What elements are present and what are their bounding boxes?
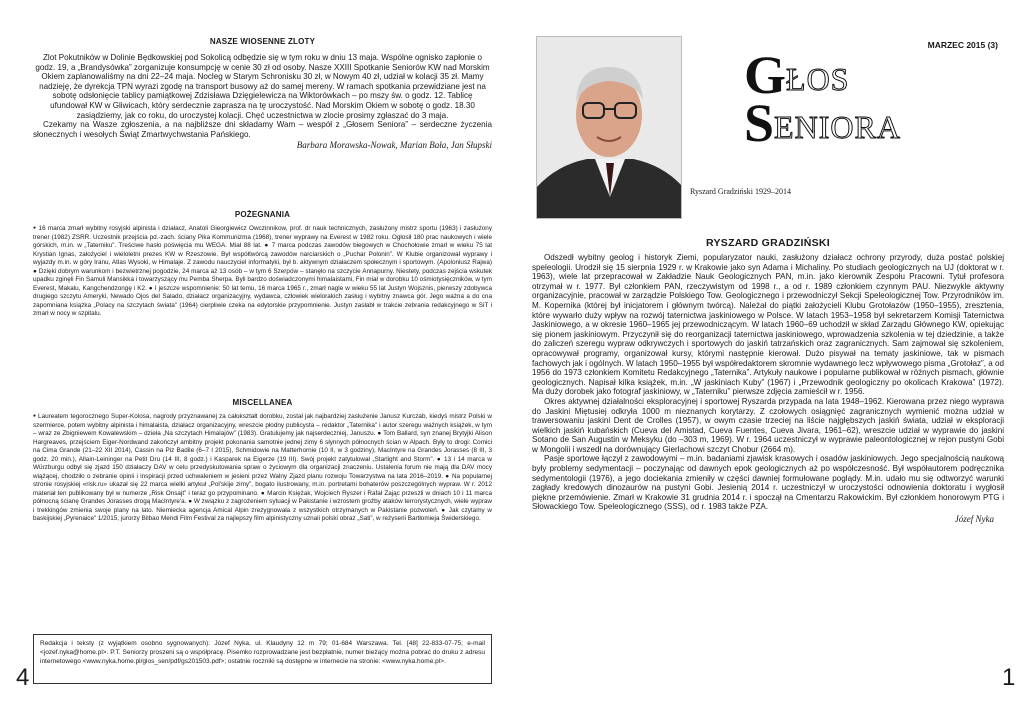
page-number-left: 4 bbox=[16, 664, 30, 691]
editorial-footer-box bbox=[33, 634, 492, 684]
logo-letter-s: S bbox=[744, 93, 775, 153]
article-paragraph-1: Odszedł wybitny geolog i historyk Ziemi, popularyzator nauki, zasłużony działacz ochrony przyrody, duża postać polskiej speleologii. Urodził się 15 sierpnia 1929 r. w Krakowie jako syn Adama i Michaliny. Po studiach geologicznych na UJ (doktorat w r. 1963), wiele lat przepracował w Zakładzie Nauk Geologicznych PAN, m.in. jako kierownik Zespołu Pracowni. Tytuł profesora otrzymał w r. 1977. Był członkiem PAN, rzeczywistym od 1998 r., a od r. 1989 członkiem czynnym PAU. Niezwykle aktywny organizacyjnie, pracował w zarządzie Polskiego Tow. Geologicznego i przewodniczył Sekcji Speleologicznej Tow. Przyrodników im. M. Kopernika (której był inicjatorem i głównym twórcą). Należał do piątki założycieli Klubu Grotołazów (1950–1955), zresztenia, które wywarło duży wpływ na rozwój taternictwa jaskiniowego w Polsce. W latach 1953–1958 był sekretarzem Komisji Taternictwa Jaskiniowego, a w okresie 1960–1965 jej przewodniczącym. W latach 1960–69 uchodził w skład Zarządu Głównego KW, opiekując się pionem jaskiniowym. Przyczynił się do reorganizacji taternictwa jaskiniowego, wprowadzenia szkolenia w tej dziedzinie, a także do zaliczeń szeregu wypraw odkrywczych i sportowych do jaskiń tatrzańskich oraz zagranicznych. Sam zajmował się szkoleniem, opracowywał programy, organizował kursy, którymi następnie kierował. Dużo pisywał na tematy jaskiniowe, tak w pismach fachowych jak i ogólnych. W latach 1950–1955 był współredaktorem skromnie wydawnego lecz wpływowego pisma „Grotołaz”, a od 1956 do 1973 członkiem Komitetu Redakcyjnego „Taternika”. Artykuły naukowe i popularne publikował w różnych pismach, głównie geologicznych. Napisał kilka książek, m.in. „W jaskiniach Kuby” (1967) i „Przewodnik geologiczny po okolicach Krakowa” (1972). Ma duży dorobek jako fotograf jaskiniowy, w „Taterniku” pierwsze zdjęcia zamieścił w r. 1956. bbox=[532, 253, 1004, 397]
farewells-text: ● 16 marca zmarł wybitny rosyjski alpinista i działacz, Anatoli Gieorgiewicz Owczinnikow, prof. dr nauk technicznych, zasłużony mistrz sportu (1963) i zasłużony trener (1982) ZSRR. Uczestnik przejścia pd.-zach. ściany Pika Kommunizma (1968), trener wyprawy na Everest w 1982 roku. Ogłosił 180 prac naukowych i wiele górskich, m.in. w „Taterniku”. Treściwe hasło poświęcia mu WEGA. Miał 88 lat. ● 7 marca podczas zawodów biegowych w Chochołowie zmarł w wieku 75 lat Krystian Ignas, założyciel i wieloletni prezes KW w Rzeszowie. Był współtwórcą zawodów narciarskich o „Puchar Polonin”. W Klubie organizował wyprawy i wyjazdy m.in. w góry Iranu, Atlas Wysoki, w Himalaje. Z zawodu nauczyciel informatyki, był b. aktywnym działaczem społecznym i sportowym. (Apoloniusz Rajwa) ● Dzięki dobrym warunkom i bezwietrznej pogodzie, 24 marca aż 13 osób – w tym 6 Szerpów – stanęło na szczycie Annapurny. Niestety, podczas zejścia wskutek upadku zginęli Fin Samuli Mansikka i towarzyszący mu Pemba Sherpa. Byli bardzo doświadczonymi himalaistami, Fin miał w dorobku 10 ośmiotysięczników, w tym Everest, Makalu, Kangchendzongę i K2. ● I jeszcze wspomnienie: 50 lat temu, 16 marca 1965 r., zmarł nagle w wieku 55 lat Justyn Wojsznis, pierwszy zdobywca drugiego szczytu Ameryki, Newado Ojos del Salado, działacz organizacyjny, wydawca, człowiek wielorakich zasług i wybitny znawca gór. Jego ważna a do cna zapomniana książka „Polacy na szczytach świata” (1964) cierpliwie czeka na edytorskie przypomnienie. Justyn zasłabł w trakcie zebrania redakcyjnego w SiT i zmarł w nocy w szpitalu. bbox=[33, 224, 492, 319]
logo-line-seniora bbox=[744, 93, 1004, 153]
page-number-right: 1 bbox=[1002, 664, 1016, 691]
meetings-paragraph-2: Czekamy na Wasze zgłoszenia, a na najbliższe dni składamy Wam – wespół z „Głosem Seniora” – serdeczne życzenia słonecznych i wesołych Świąt Zmartwychwstania Pańskiego. bbox=[33, 120, 492, 139]
meetings-section bbox=[33, 37, 492, 150]
article-paragraph-2: Okres aktywnej działalności eksploracyjnej i sportowej Ryszarda przypada na lata 1948–1962. Kierowana przez niego wyprawa do Jaskini Miętusiej odkryła 1000 m nieznanych korytarzy. Z czołowych osiągnięć zagranicznych wymienić można udział w trawersowaniu jaskini Dent de Crolles (1957), w owym czasie trzeciej na liście najgłębszych jaskiń świata, udział w eksploracji wielkich jaskiń kubańskich (Cueva del Amistad, Cueva Fuentes, Cueva Jivara, 1961–62), wreszcie udział w wyprawie do jaskini Sotano de San Augustin w Meksyku (do –303 m, 1969). W r. 1964 uczestniczył w wyprawie paleontologicznej w rejon pustyni Gobi w Mongolii i wszedł na dorównujący Gierlachowi szczyt Chobur (2664 m). bbox=[532, 396, 1004, 454]
farewells-section bbox=[33, 210, 492, 319]
portrait-illustration bbox=[537, 37, 682, 219]
meetings-paragraph-1: Zlot Pokutników w Dolinie Będkowskiej pod Sokolicą odbędzie się w tym roku w dniu 13 maja. Wspólne ognisko zapłonie o godz. 19, a „Brandysówka” zorganizuje konsumpcję w cenie 30 zł od osoby. Nasze XXIII Spotkanie Seniorów KW nad Morskim Okiem zaplanowaliśmy na dni 22–24 maja. Nocleg w Starym Schronisku 30 zł, w Nowym 40 zł, udział w kolacji 35 zł. Mamy nadzieję, że dyrekcja TPN wyrazi zgodę na transport busowy aż do samej mereny. W ramach spotkania przewidziane jest na sobotę odsłonięcie tablicy pamiątkowej Zdzisława Dzięgielewicza na Wiktorówkach – po mszy św. o godz. 12. Tablicę ufundował KW w Gliwicach, który serdecznie zaprasza na tę uroczystość. Nad Morskim Okiem w sobotę o godz. 18.30 zasiądziemy, jak co roku, do uroczystej kolacji. Chęć uczestnictwa w zlocie prosimy zgłaszać do 3 maja. bbox=[35, 53, 490, 120]
article-body bbox=[532, 253, 1004, 524]
miscellanea-section bbox=[33, 398, 492, 524]
miscellanea-text: ● Laureatem tegorocznego Super-Kolosa, nagrody przyznawanej za całokształt dorobku, został jak najbardziej zasłużenie Janusz Kurczab, kiedyś mistrz Polski w szermierce, potem wybitny alpinista i himalaista, działacz organizacyjny, wreszcie płodny publicysta – redaktor „Taternika” i autor szeregu ważnych książek, w tym – wraz ze Zbigniewem Kowalewskim – dzieła „Na szczytach Himalajów” (1983). Gratulujemy jak najserdeczniej, Januszu. ● Tom Ballard, syn znanej Brytyjki Alison Hargreaves, przejściem Eiger-Nordwand zakończył ambitny projekt pokonania samotnie jednej zimy 6 słynnych północnych ścian w Alpach. Były to drogi: Comici na Cima Grande (21–22 XII 2014), Cassin na Piz Badile (6–7 I 2015), Schmidowie na Matterhornie (10 II, w 3 godziny), MacIntyre na Grandes Jorasses (8 III, 3 godz. 20 min.), Allain-Leininger na Petit Dru (14 III, 8 godz.) i Kasparek na Eigerze (19 III). Swój projekt zatytułował „Starlight and Storm”. ● 13 i 14 marca w Würzburgu odbył się zjazd 150 działaczy DAV w celu przedyskutowania spraw o życiowym dla organizacji znaczeniu. Ustalenia forum nie mają dla DAV mocy wiążącej, chodziło o zebranie opinii i inspiracji przed uchwaleniem w jesieni przez Walny Zjazd planu rozwoju Towarzystwa na lata 2016–2019. ● Na popularnej stronie rosyjskiej «risk.ru» ukazał się 22 marca wielki artykuł „Pol'skije zimy”, bogato ilustrowany, m.in. portretami bohaterów poszczególnych wypraw. W r. 2012 materiał ten publikowany był w numerze „Risk Onsajt” i teraz go przypominano. ● Marcin Księżak, Wojciech Ryszer i Rafał Zając przeszli w dniach 10 i 11 marca północną ścianę Grandes Jorasses drogą MacIntyre'a. ● W związku z zagrożeniem sytuacji w Pakistanie i wzrostem groźby ataków terrorystycznych, wiele wypraw i trekkingów zmienia swoje plany na lato. Niemiecka agencja Amical Alpin zrezygnowała z wszystkich otrzymanych w Pakistanie pozwoleń. ● Jak czytamy w baskijskiej „Pyrenaice” 1/2015, jurorzy Bilbao Mendi Film Festival za najlepszy film alpinistyczny uznali polski obraz „Sati”, w reżyserii Bartłomieja Świderskiego. bbox=[33, 412, 492, 524]
meetings-signature: Barbara Morawska-Nowak, Marian Bała, Jan Słupski bbox=[296, 140, 492, 151]
logo-letter-g: G bbox=[744, 45, 787, 105]
editorial-footer-text: Redakcja i teksty (z wyjątkiem osobno sygnowanych): Józef Nyka, ul. Klaudyny 12 m 79; 01-684 Warszawa. Tel. [48] 22-833-07-75; e-mail <jozef.nyka@home.pl>. P.T. Seniorzy proszeni są o współpracę. Pisemko rozprowadzane jest bezpłatnie, numer bieżący można pobrać do druku z adresu internetowego <www.nyka.home.pl/glos_sen/pdf/gs201503.pdf>; ostatnie roczniki są dostępne w internecie na stronie: <www.nyka.home.pl>. bbox=[40, 640, 485, 665]
article-signature: Józef Nyka bbox=[954, 514, 994, 525]
issue-label: MARZEC 2015 (3) bbox=[927, 40, 998, 50]
logo-glos-rest: ŁOS bbox=[786, 61, 850, 97]
portrait-photo bbox=[536, 36, 682, 219]
miscellanea-title: MISCELLANEA bbox=[232, 398, 293, 407]
right-page bbox=[512, 0, 1024, 724]
logo-seniora-rest: ENIORA bbox=[774, 109, 901, 145]
farewells-title: POŻEGNANIA bbox=[234, 210, 291, 219]
photo-caption: Ryszard Gradziński 1929–2014 bbox=[690, 187, 791, 196]
article-paragraph-3: Pasje sportowe łączył z zawodowymi – m.in. badaniami zjawisk krasowych i osadów jaskiniowych. Jego specjalnością naukową były problemy sedymentacji – poczynając od dawnych epok geologicznych aż po współczesność. Był współautorem podręcznika sedymentologii (1976), a jego dociekania zmieniły w części dawniej formułowane poglądy. M.in. udało mu się odtworzyć warunki zagłady kredowych dinozaurów na pustyni Gobi. Jesienią 2014 r. uczestniczył w uroczystości odnowienia doktoratu i wygłosił piękne przemówienie. Zmarł w Krakowie 31 grudnia 2014 r. i spoczął na Cmentarzu Rakowickim. Był członkiem honorowym PTG i Słowackiego Tow. Speleologicznego (SSS), od r. 1983 także PZA. bbox=[532, 454, 1004, 512]
article-title: RYSZARD GRADZIŃSKI bbox=[705, 237, 830, 249]
meetings-title: NASZE WIOSENNE ZLOTY bbox=[209, 37, 316, 46]
